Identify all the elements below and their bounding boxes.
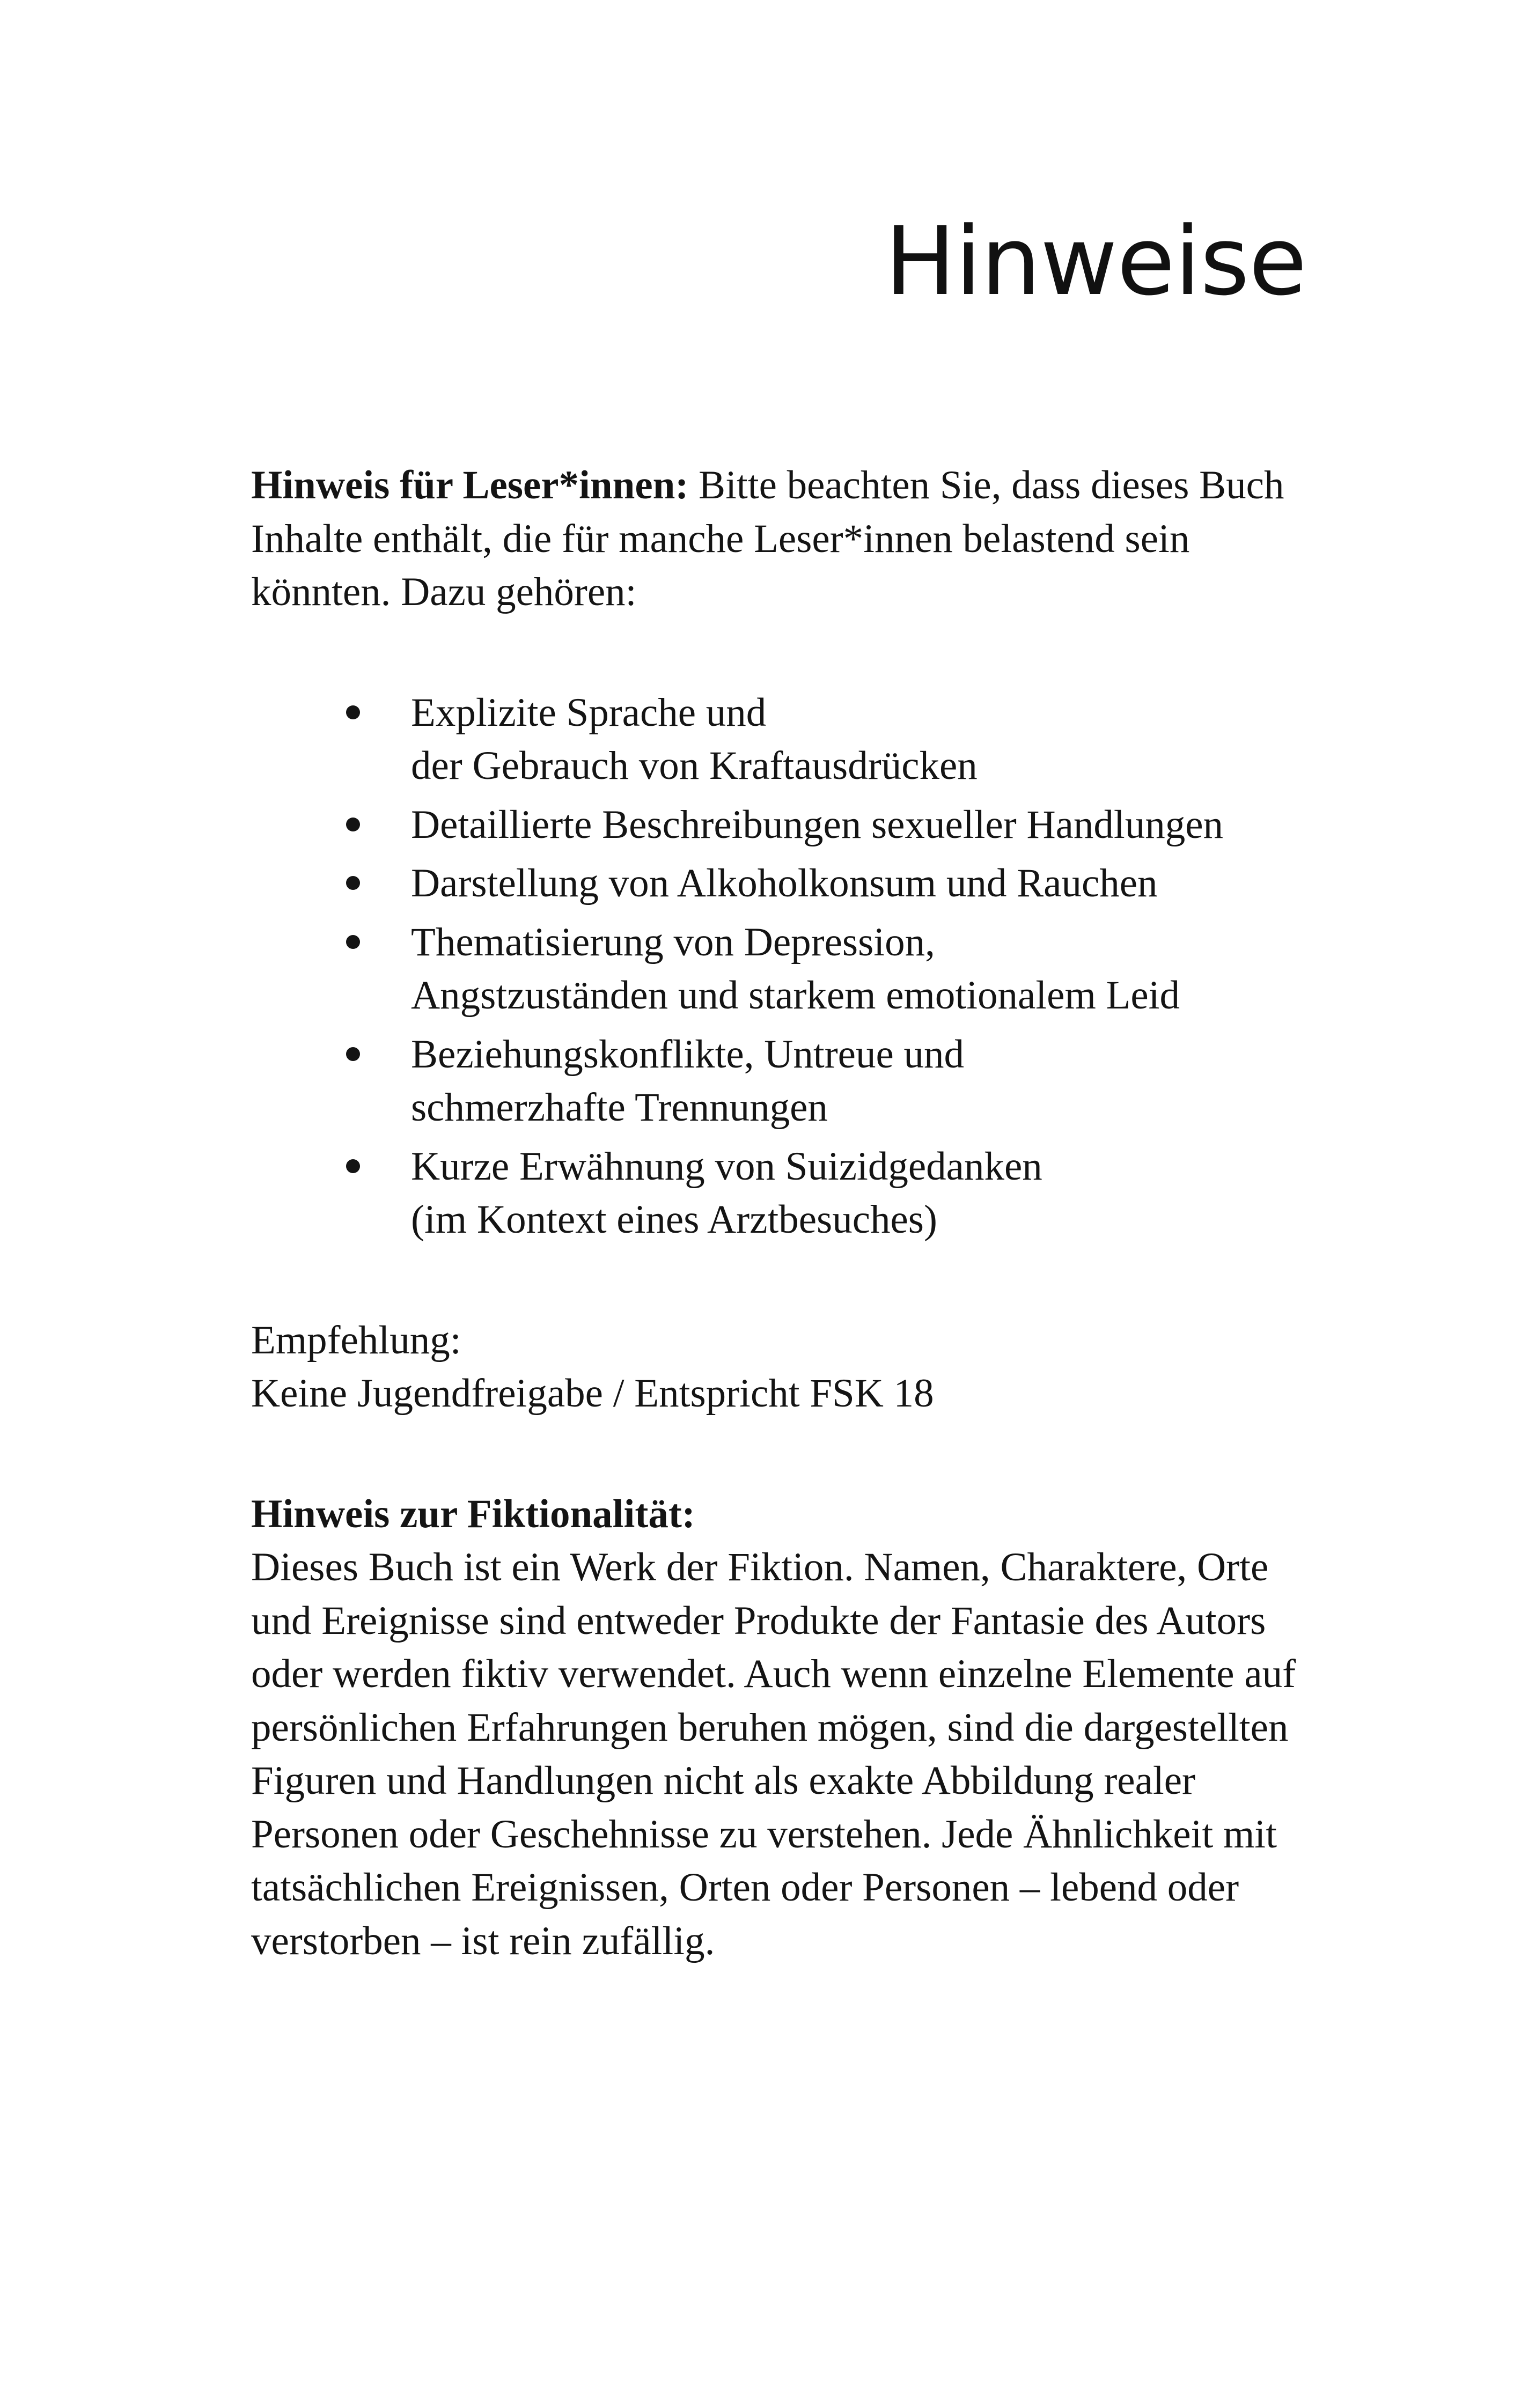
content-warning-list xyxy=(251,686,1335,1247)
recommendation-text: Keine Jugendfreigabe / Entspricht FSK 18 xyxy=(251,1371,934,1416)
list-item-line: Detaillierte Beschreibungen sexueller Handlungen xyxy=(411,802,1224,847)
page-body xyxy=(251,459,1335,1968)
fiction-notice-text: Dieses Buch ist ein Werk der Fiktion. Namen, Charaktere, Orte und Ereignisse sind entweder Produkte der Fantasie des Autors oder werden fiktiv verwendet. Auch wenn einzelne Elemente auf persönlichen Erfahrungen beruhen mögen, sind die dargestellten Figuren und Handlungen nicht als exakte Abbildung realer Personen oder Geschehnisse zu verstehen. Jede Ähnlichkeit mit tatsächlichen Ereignissen, Orten oder Personen – lebend oder verstorben – ist rein zufällig. xyxy=(251,1545,1296,1963)
list-item xyxy=(251,1028,1335,1135)
list-item xyxy=(251,1140,1335,1247)
fiction-notice-block xyxy=(251,1487,1335,1968)
reader-notice-text: Bitte beachten Sie, dass dieses Buch Inhalte enthält, die für manche Leser*innen belastend sein könnten. Dazu gehören: xyxy=(251,463,1284,614)
list-item xyxy=(251,857,1335,910)
list-item-line: Explizite Sprache und xyxy=(411,690,767,735)
bullet-icon xyxy=(346,1159,360,1173)
bullet-icon xyxy=(346,935,360,949)
page-title: Hinweise xyxy=(885,207,1306,316)
list-item-line: schmerzhafte Trennungen xyxy=(411,1085,828,1130)
bullet-icon xyxy=(346,705,360,719)
bullet-icon xyxy=(346,818,360,831)
list-item-line: Darstellung von Alkoholkonsum und Rauchen xyxy=(411,861,1158,905)
list-item xyxy=(251,798,1335,852)
recommendation-block xyxy=(251,1314,1335,1420)
bullet-icon xyxy=(346,1047,360,1061)
list-item-line: Angstzuständen und starkem emotionalem Leid xyxy=(411,973,1180,1018)
reader-notice-paragraph xyxy=(251,459,1335,619)
list-item-line: Kurze Erwähnung von Suizidgedanken xyxy=(411,1144,1042,1189)
reader-notice-label: Hinweis für Leser*innen: xyxy=(251,463,689,507)
bullet-icon xyxy=(346,876,360,890)
list-item-line: Thematisierung von Depression, xyxy=(411,919,935,964)
recommendation-label: Empfehlung: xyxy=(251,1317,461,1363)
list-item xyxy=(251,916,1335,1022)
list-item xyxy=(251,686,1335,793)
list-item-line: Beziehungskonflikte, Untreue und xyxy=(411,1032,964,1077)
list-item-line: der Gebrauch von Kraftausdrücken xyxy=(411,743,978,788)
fiction-notice-label: Hinweis zur Fiktionalität: xyxy=(251,1491,695,1536)
list-item-line: (im Kontext eines Arztbesuches) xyxy=(411,1197,937,1242)
